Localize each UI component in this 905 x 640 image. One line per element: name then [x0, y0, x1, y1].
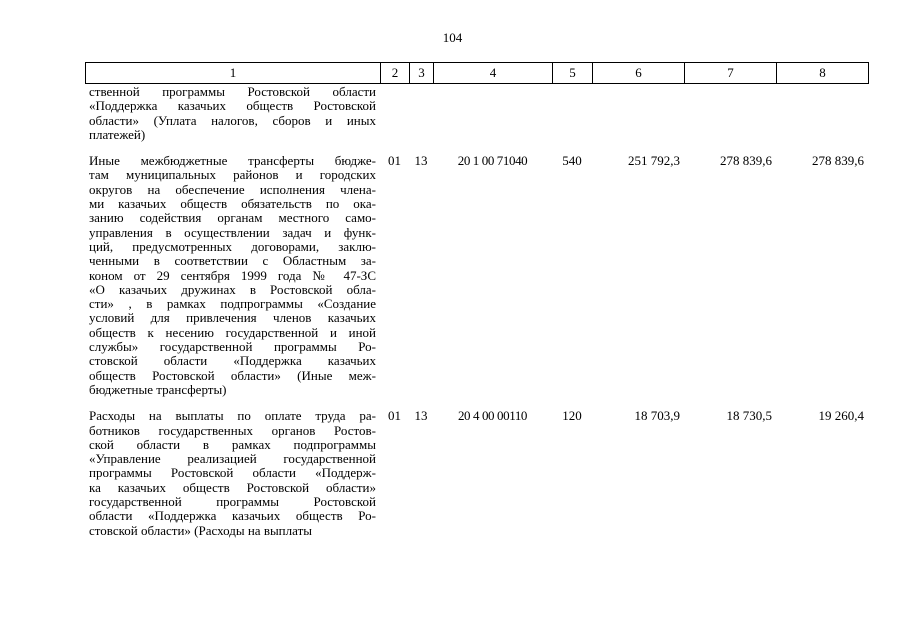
table-row: [85, 409, 868, 538]
description-line: государственной программы Ростовской: [89, 495, 376, 510]
description-line: программы Ростовской области «Поддерж-: [89, 466, 376, 481]
amount-year-2: 278 839,6: [720, 153, 772, 169]
description-line: условий для привлечения членов казачьих: [89, 311, 376, 326]
description-line: «Управление реализацией государственной: [89, 452, 376, 467]
expense-type-code: 120: [562, 408, 582, 424]
description-line: управления в осуществлении задач и функ-: [89, 225, 376, 240]
column-header-8: 8: [777, 63, 869, 84]
description-line: области» (Уплата налогов, сборов и иных: [89, 113, 376, 128]
column-header-table: [85, 62, 869, 84]
description-line: округов на обеспечение исполнения члена-: [89, 182, 376, 197]
description-line: платежей): [89, 127, 146, 142]
description-line: ственной программы Ростовской области: [89, 85, 376, 99]
target-article-code: 20 4 00 00110: [457, 408, 528, 424]
target-article-code: 20 1 00 71040: [457, 153, 528, 169]
row-description: [85, 154, 380, 397]
page-number: 104: [442, 30, 463, 45]
description-line: службы» государственной программы Ро-: [89, 340, 376, 355]
row-description: [85, 409, 380, 538]
description-line: ской области в рамках подпрограммы: [89, 437, 376, 452]
description-line: занию содействия органам местного само-: [89, 211, 376, 226]
description-line: «О казачьих дружинах в Ростовской обла-: [89, 282, 376, 297]
description-line: обществ Ростовской области» (Иные меж-: [89, 368, 376, 383]
description-line: коном от 29 сентября 1999 года № 47-ЗС: [89, 268, 376, 283]
column-header-4: 4: [434, 63, 553, 84]
description-line: там муниципальных районов и городских: [89, 168, 376, 183]
column-header-1: 1: [86, 63, 381, 84]
row-description: [85, 85, 380, 142]
description-line: бюджетные трансферты): [89, 382, 227, 397]
description-line: Расходы на выплаты по оплате труда ра-: [89, 409, 376, 424]
subsection-code: 13: [414, 153, 428, 169]
column-header-2: 2: [381, 63, 410, 84]
description-line: обществ к несению государственной и иной: [89, 325, 376, 340]
table-row: [85, 154, 868, 397]
description-line: ботников государственных органов Ростов-: [89, 423, 376, 438]
description-line: стовской области» (Расходы на выплаты: [89, 523, 312, 538]
description-line: ций, предусмотренных договорами, заклю-: [89, 239, 376, 254]
amount-year-2: 18 730,5: [726, 408, 772, 424]
section-code: 01: [388, 153, 401, 169]
column-header-3: 3: [410, 63, 434, 84]
description-line: ми казачьих обществ обязательств по ока-: [89, 197, 376, 212]
column-header-5: 5: [553, 63, 593, 84]
description-line: стовской области «Поддержка казачьих: [89, 354, 376, 369]
description-line: области «Поддержка казачьих обществ Ро-: [89, 509, 376, 524]
description-line: сти» , в рамках подпрограммы «Создание: [89, 297, 376, 312]
description-line: Иные межбюджетные трансферты бюдже-: [89, 154, 376, 169]
description-line: ка казачьих обществ Ростовской области»: [89, 480, 376, 495]
column-header-row: [86, 63, 869, 84]
subsection-code: 13: [414, 408, 428, 424]
amount-year-3: 19 260,4: [818, 408, 864, 424]
table-row: [85, 85, 868, 142]
column-header-6: 6: [593, 63, 685, 84]
description-line: ченными в соответствии с Областным за-: [89, 254, 376, 269]
section-code: 01: [388, 408, 401, 424]
description-line: «Поддержка казачьих обществ Ростовской: [89, 99, 376, 114]
amount-year-1: 18 703,9: [634, 408, 680, 424]
amount-year-1: 251 792,3: [628, 153, 680, 169]
column-header-7: 7: [685, 63, 777, 84]
expense-type-code: 540: [562, 153, 582, 169]
amount-year-3: 278 839,6: [812, 153, 864, 169]
table-body: [85, 85, 868, 538]
